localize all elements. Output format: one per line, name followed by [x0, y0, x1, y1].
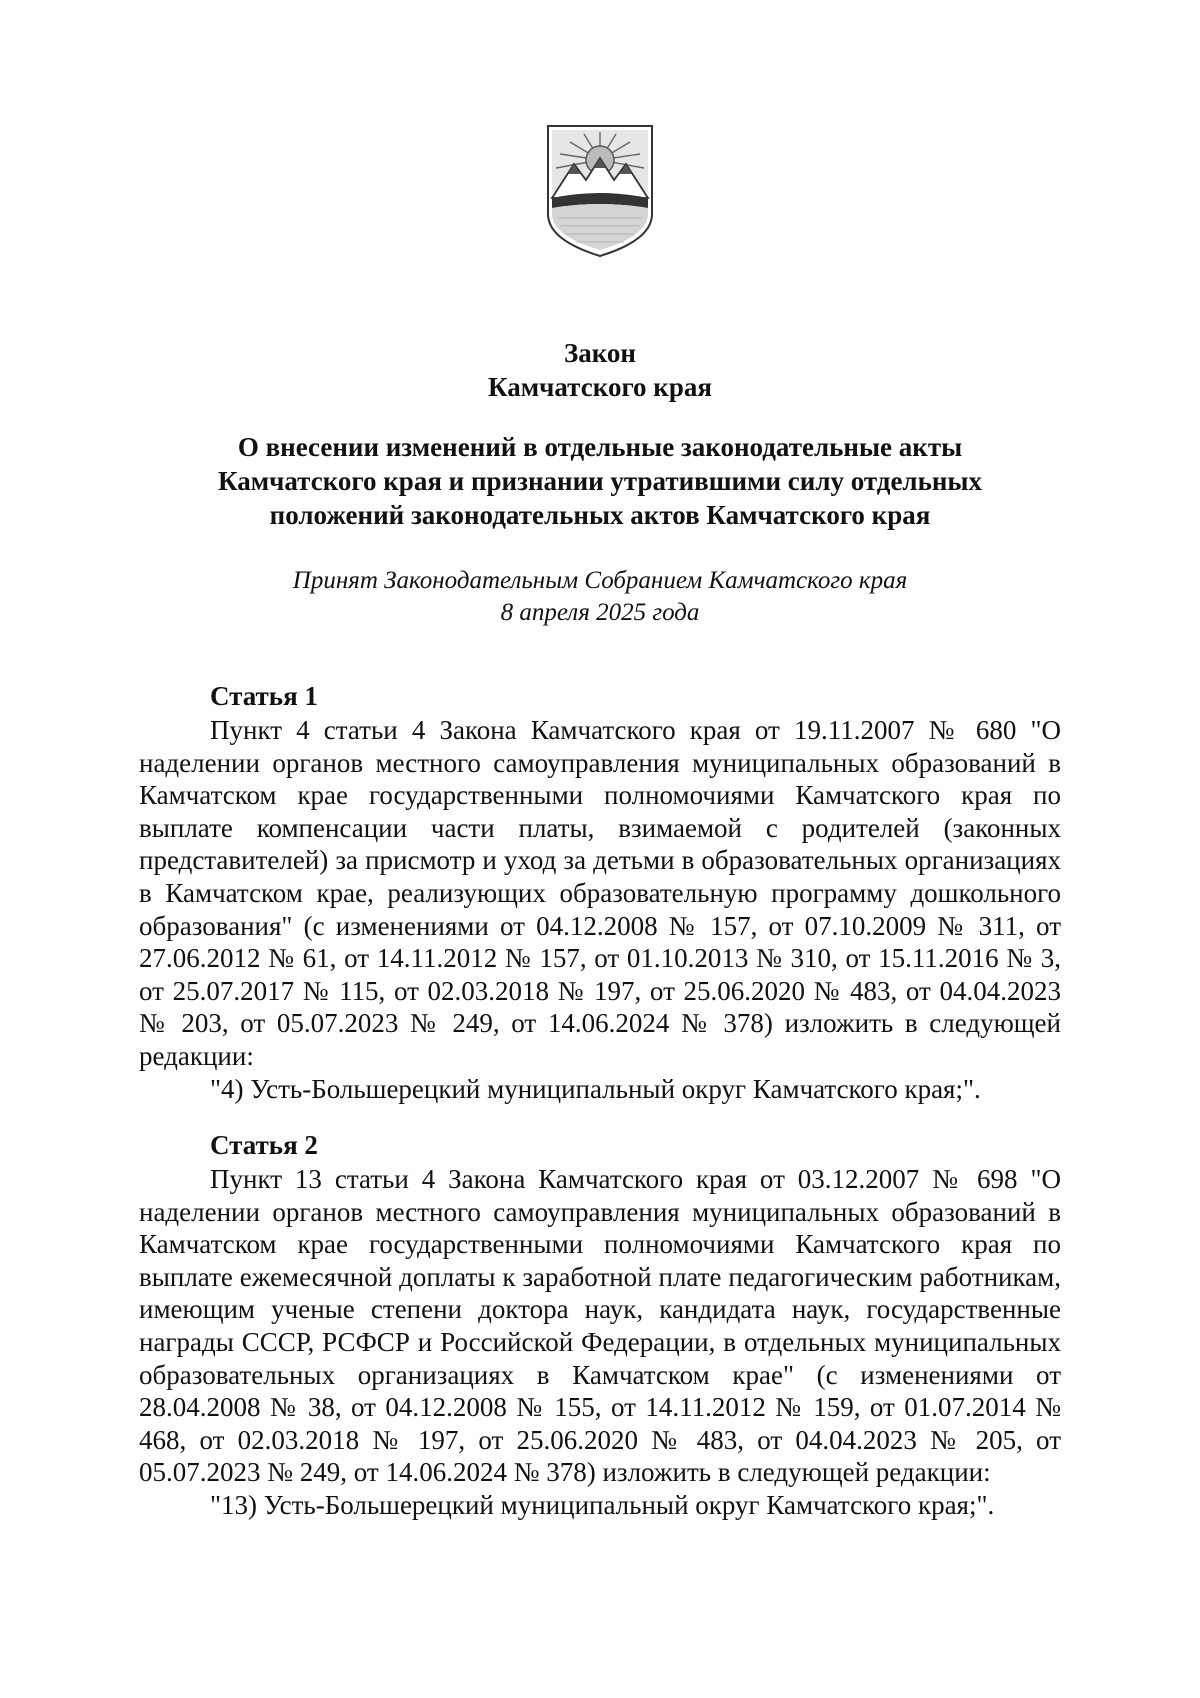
article-new-wording: "4) Усть-Большерецкий муниципальный округ Камчатского края;". — [210, 1073, 981, 1104]
law-title — [140, 430, 1060, 532]
article-body: Пункт 13 статьи 4 Закона Камчатского края от 03.12.2007 № 698 "О наделении органов местного самоуправления муниципальных образований в Камчатском крае государственными полномочиями Камчатского края по выплате ежемесячной доплаты к заработной плате педагогическим работникам, имеющим ученые степени доктора наук, кандидата наук, государственные награды СССР, РСФСР и Российской Федерации, в отдельных муниципальных образовательных организациях в Камчатском крае" (с изменениями от 28.04.2008 № 38, от 04.12.2008 № 155, от 14.11.2012 № 159, от 01.07.2014 № 468, от 02.03.2018 № 197, от 25.06.2020 № 483, от 04.04.2023 № 205, от 05.07.2023 № 249, от 14.06.2024 № 378) изложить в следующей редакции: — [139, 1164, 1061, 1488]
article-1 — [139, 680, 1061, 1105]
article-2 — [139, 1129, 1061, 1522]
coat-of-arms-emblem — [544, 122, 656, 262]
adoption-note — [140, 565, 1060, 629]
article-heading: Статья 1 — [210, 681, 318, 711]
adoption-date: 8 апреля 2025 года — [500, 599, 700, 626]
region-name: Камчатского края — [488, 372, 712, 402]
article-new-wording: "13) Усть-Большерецкий муниципальный округ Камчатского края;". — [210, 1489, 995, 1520]
law-header — [140, 336, 1060, 404]
kamchatka-coat-of-arms-icon — [544, 122, 656, 262]
article-body: Пункт 4 статьи 4 Закона Камчатского края от 19.11.2007 № 680 "О наделении органов местного самоуправления муниципальных образований в Камчатском крае государственными полномочиями Камчатского края по выплате компенсации части платы, взимаемой с родителей (законных представителей) за присмотр и уход за детьми в образовательных организациях в Камчатском крае, реализующих образовательную программу дошкольного образования" (с изменениями от 04.12.2008 № 157, от 07.10.2009 № 311, от 27.06.2012 № 61, от 14.11.2012 № 157, от 01.10.2013 № 310, от 15.11.2016 № 3, от 25.07.2017 № 115, от 02.03.2018 № 197, от 25.06.2020 № 483, от 04.04.2023 № 203, от 05.07.2023 № 249, от 14.06.2024 № 378) изложить в следующей редакции: — [139, 715, 1061, 1071]
law-title-line: О внесении изменений в отдельные законодательные акты — [237, 432, 963, 462]
law-title-line: Камчатского края и признании утратившими силу отдельных — [217, 466, 982, 496]
law-word: Закон — [563, 338, 636, 368]
law-title-line: положений законодательных актов Камчатского края — [269, 500, 931, 530]
adoption-authority: Принят Законодательным Собранием Камчатского края — [292, 567, 908, 594]
article-heading: Статья 2 — [210, 1130, 318, 1160]
